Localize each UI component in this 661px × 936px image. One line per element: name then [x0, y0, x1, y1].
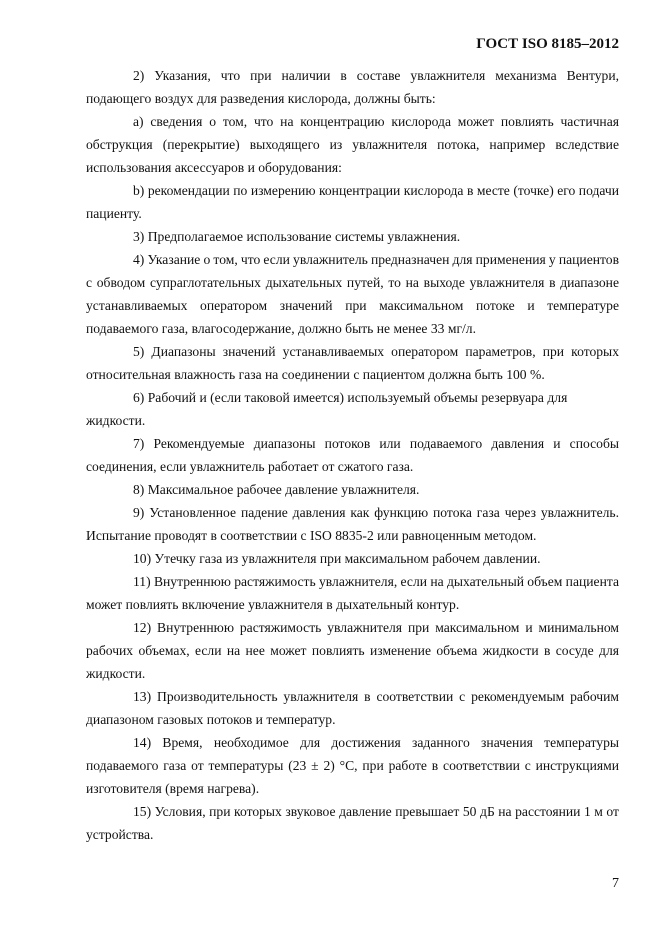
document-body [86, 66, 619, 848]
page-number: 7 [612, 876, 619, 891]
text-line-container [86, 756, 619, 779]
text-line: Испытание проводят в соответствии с ISO 8835-2 или равноценным методом. [86, 528, 537, 543]
text-line: относительная влажность газа на соединении с пациентом должна быть 100 %. [86, 367, 545, 382]
paragraph [86, 388, 619, 434]
text-line: 5) Диапазоны значений устанавливаемых оператором параметров, при которых [133, 344, 619, 359]
text-line-container [86, 779, 619, 802]
text-line-container [86, 181, 619, 204]
text-line: 12) Внутреннюю растяжимость увлажнителя при максимальном и минимальном [133, 620, 619, 635]
paragraph [86, 434, 619, 480]
text-line-container [86, 250, 619, 273]
text-line: 11) Внутреннюю растяжимость увлажнителя, если на дыхательный объем пациента [133, 574, 619, 589]
text-line-container [86, 687, 619, 710]
paragraph [86, 687, 619, 733]
text-line: a) сведения о том, что на концентрацию кислорода может повлиять частичная [133, 114, 619, 129]
text-line-container [86, 526, 619, 549]
text-line-container [86, 89, 619, 112]
text-line-container [86, 319, 619, 342]
text-line-container [86, 434, 619, 457]
text-line: 4) Указание о том, что если увлажнитель предназначен для применения у пациентов [133, 252, 619, 267]
text-line-container [86, 135, 619, 158]
text-line-container [86, 480, 619, 503]
text-line: 15) Условия, при которых звуковое давление превышает 50 дБ на расстоянии 1 м от [133, 804, 619, 819]
paragraph [86, 342, 619, 388]
text-line-container [86, 733, 619, 756]
text-line-container [86, 595, 619, 618]
text-line-container [86, 618, 619, 641]
text-line: диапазоном газовых потоков и температур. [86, 712, 336, 727]
text-line-container [86, 457, 619, 480]
text-line-container [86, 66, 619, 89]
text-line: 10) Утечку газа из увлажнителя при максимальном рабочем давлении. [133, 551, 541, 566]
paragraph [86, 250, 619, 342]
text-line: пациенту. [86, 206, 142, 221]
text-line-container [86, 411, 619, 434]
text-line-container [86, 227, 619, 250]
text-line: устанавливаемых оператором значений при максимальном потоке и температуре [86, 298, 619, 313]
text-line: подаваемого газа, влагосодержание, должно быть не менее 33 мг/л. [86, 321, 476, 336]
text-line: подающего воздух для разведения кислорода, должны быть: [86, 91, 436, 106]
text-line-container [86, 641, 619, 664]
text-line-container [86, 388, 619, 411]
paragraph [86, 66, 619, 112]
text-line: 2) Указания, что при наличии в составе увлажнителя механизма Вентури, [133, 68, 619, 83]
text-line-container [86, 503, 619, 526]
text-line: 3) Предполагаемое использование системы увлажнения. [133, 229, 461, 244]
text-line: подаваемого газа от температуры (23 ± 2) °C, при работе в соответствии с инструкциями [86, 758, 619, 773]
text-line: 6) Рабочий и (если таковой имеется) используемый объемы резервуара для [133, 390, 568, 405]
text-line-container [86, 710, 619, 733]
paragraph [86, 227, 619, 250]
text-line-container [86, 158, 619, 181]
text-line: 9) Установленное падение давления как функцию потока газа через увлажнитель. [133, 505, 619, 520]
paragraph [86, 112, 619, 181]
text-line: 13) Производительность увлажнителя в соответствии с рекомендуемым рабочим [133, 689, 619, 704]
document-header: ГОСТ ISO 8185–2012 [476, 36, 619, 52]
text-line-container [86, 273, 619, 296]
text-line-container [86, 204, 619, 227]
text-line: может повлиять включение увлажнителя в дыхательный контур. [86, 597, 460, 612]
text-line: использования аксессуаров и оборудования: [86, 160, 342, 175]
text-line: b) рекомендации по измерению концентрации кислорода в месте (точке) его подачи [133, 183, 619, 198]
paragraph [86, 503, 619, 549]
text-line-container [86, 365, 619, 388]
paragraph [86, 572, 619, 618]
text-line: соединения, если увлажнитель работает от сжатого газа. [86, 459, 414, 474]
paragraph [86, 181, 619, 227]
paragraph [86, 480, 619, 503]
text-line-container [86, 802, 619, 825]
paragraph [86, 733, 619, 802]
text-line-container [86, 549, 619, 572]
text-line: устройства. [86, 827, 154, 842]
text-line-container [86, 825, 619, 848]
text-line-container [86, 112, 619, 135]
text-line: жидкости. [86, 666, 146, 681]
text-line-container [86, 342, 619, 365]
text-line: с обводом супраглотательных дыхательных путей, то на выходе увлажнителя в диапазоне [86, 275, 619, 290]
text-line: жидкости. [86, 413, 146, 428]
text-line: изготовителя (время нагрева). [86, 781, 260, 796]
paragraph [86, 549, 619, 572]
text-line: 8) Максимальное рабочее давление увлажнителя. [133, 482, 420, 497]
text-line: рабочих объемах, если на нее может повлиять изменение объема жидкости в сосуде для [86, 643, 619, 658]
text-line: 7) Рекомендуемые диапазоны потоков или подаваемого давления и способы [133, 436, 619, 451]
text-line: обструкция (перекрытие) выходящего из увлажнителя потока, например вследствие [86, 137, 619, 152]
text-line-container [86, 296, 619, 319]
text-line-container [86, 572, 619, 595]
text-line-container [86, 664, 619, 687]
text-line: 14) Время, необходимое для достижения заданного значения температуры [133, 735, 619, 750]
paragraph [86, 802, 619, 848]
paragraph [86, 618, 619, 687]
